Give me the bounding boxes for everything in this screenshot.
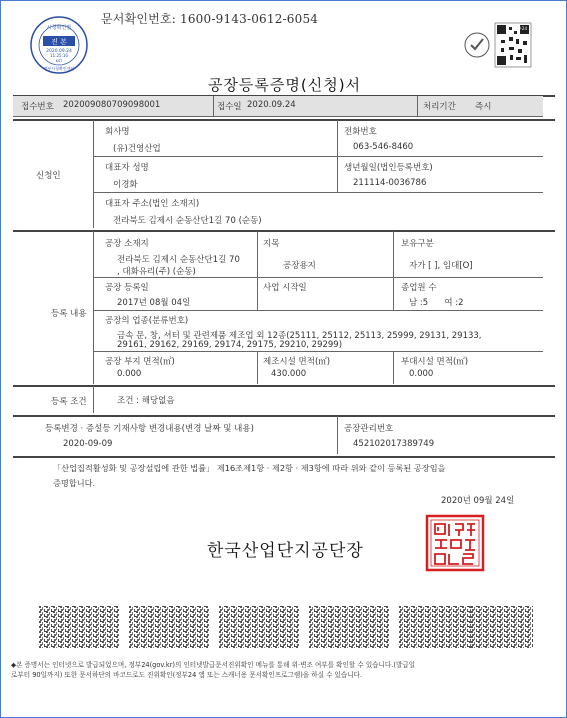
registration-section-label: 등록 내용	[51, 309, 87, 319]
company-name-label: 회사명	[105, 127, 130, 137]
page-title: 공장등록증명(신청)서	[207, 76, 362, 94]
industry-type-label: 공장의 업종(분류번호)	[105, 316, 189, 326]
birth-date-label: 생년월일(법인등록번호)	[344, 163, 433, 173]
seal-badge: 진 본	[51, 38, 67, 46]
land-category-label: 지목	[263, 239, 280, 249]
company-name-value: (유)건영산업	[113, 144, 161, 154]
receipt-number-value: 20200908070909800​1	[63, 100, 161, 110]
conditions-value: 조건 : 해당없음	[117, 396, 175, 406]
applicant-section-label: 신청인	[36, 171, 61, 181]
seal-bottom-text: 정부시청확인센터	[43, 66, 75, 71]
barcode-4-icon	[309, 606, 389, 648]
manufacturing-area-label: 제조시설 면적(㎡)	[263, 357, 331, 367]
receipt-date-value: 2020.09.24	[247, 100, 296, 110]
conditions-section-label: 등록 조건	[51, 397, 87, 407]
barcode-3-icon	[219, 606, 299, 648]
auxiliary-area-label: 부대시설 면적(㎡)	[401, 357, 469, 367]
receipt-number-label: 접수번호	[21, 102, 54, 112]
seal-date: 2020.09.24	[46, 49, 72, 54]
industry-type-value-1: 금속 문, 창, 셔터 및 관련제품 제조업 외 12종(25111, 25112, 25113, 25999, 29131, 29133,	[117, 331, 482, 341]
factory-location-label: 공장 소재지	[105, 239, 149, 249]
birth-date-value: 211114-0036786	[353, 178, 427, 188]
receipt-date-label: 접수일	[217, 102, 242, 112]
registration-date-label: 공장 등록일	[105, 283, 149, 293]
representative-address-label: 대표자 주소(법인 소재지)	[105, 199, 200, 209]
barcode-5-icon	[399, 606, 479, 648]
processing-period-value: 즉시	[475, 102, 492, 112]
employee-count-label: 종업원 수	[401, 283, 437, 293]
manufacturing-area-value: 430.000	[271, 369, 307, 379]
qr-code-icon	[463, 21, 533, 69]
footnote-line-1: ◆본 증명서는 인터넷으로 발급되었으며, 정부24(gov.kr)의 인터넷발급문서진위확인 메뉴를 통해 위·변조 여부를 확인할 수 있습니다.(발급일	[11, 661, 416, 669]
registration-date-value: 2017년 08월 04일	[117, 298, 191, 308]
representative-name-label: 대표자 성명	[105, 163, 149, 173]
employee-count-value: 남 :5 여 :2	[409, 298, 464, 308]
document-number: 문서확인번호: 1600-9143-0612-6054	[101, 12, 319, 26]
industry-type-value-2: 29161, 29162, 29169, 29174, 29175, 29210, 29299)	[117, 340, 343, 350]
ownership-type-label: 보유구분	[401, 239, 434, 249]
land-area-label: 공장 부지 면적(㎡)	[105, 357, 175, 367]
statement-line-1: 「산업집적활성화 및 공장설립에 관한 법률」 제16조제1항 · 제2항 · 제3항에 따라 위와 같이 등록된 공장임을	[53, 463, 446, 473]
barcode-6-icon	[471, 606, 533, 648]
official-seal-icon	[425, 514, 485, 572]
ownership-type-value: 자가 [ ], 임대[O]	[409, 261, 473, 271]
representative-address-value: 전라북도 김제시 순동산단1길 70 (순동)	[113, 216, 262, 226]
footnote-line-2: 로부터 90일까지) 또한 문서하단의 바코드로도 진위확인(정부24 앱 또는 스캐너용 문서확인프로그램)을 하실 수 있습니다.	[11, 671, 363, 679]
barcode-1-icon	[39, 606, 119, 648]
phone-label: 전화번호	[344, 127, 377, 137]
management-number-value: 452102017389749	[353, 439, 435, 449]
issue-date: 2020년 09월 24일	[441, 496, 515, 506]
land-area-value: 0.000	[117, 369, 142, 379]
processing-period-label: 처리기간	[423, 102, 456, 112]
change-history-value: 2020-09-09	[63, 439, 113, 449]
qr-label: 정부24	[514, 26, 527, 31]
change-history-label: 등록변경 · 증설등 기재사항 변경내용(변경 날짜 및 내용)	[45, 424, 254, 434]
seal-top-text: 시청확인필	[46, 25, 72, 31]
verification-footnote	[11, 660, 559, 680]
phone-value: 063-546-8460	[353, 142, 414, 152]
statement-line-2: 증명합니다.	[53, 478, 96, 488]
issuer-name: 한국산업단지공단장	[207, 541, 364, 561]
factory-location-value-2: , 대화유리(주) (순동)	[117, 267, 196, 277]
seal-time: 11:25:16	[50, 53, 68, 58]
auxiliary-area-value: 0.000	[409, 369, 434, 379]
management-number-label: 공장관리번호	[344, 424, 394, 434]
verification-seal-icon	[29, 15, 89, 75]
barcode-2-icon	[129, 606, 209, 648]
representative-name-value: 이경화	[113, 180, 138, 190]
seal-code: KST	[55, 59, 63, 63]
factory-location-value-1: 전라북도 김제시 순동산단1길 70	[117, 255, 240, 265]
business-start-label: 사업 시작일	[263, 283, 307, 293]
land-category-value: 공장용지	[283, 261, 316, 271]
